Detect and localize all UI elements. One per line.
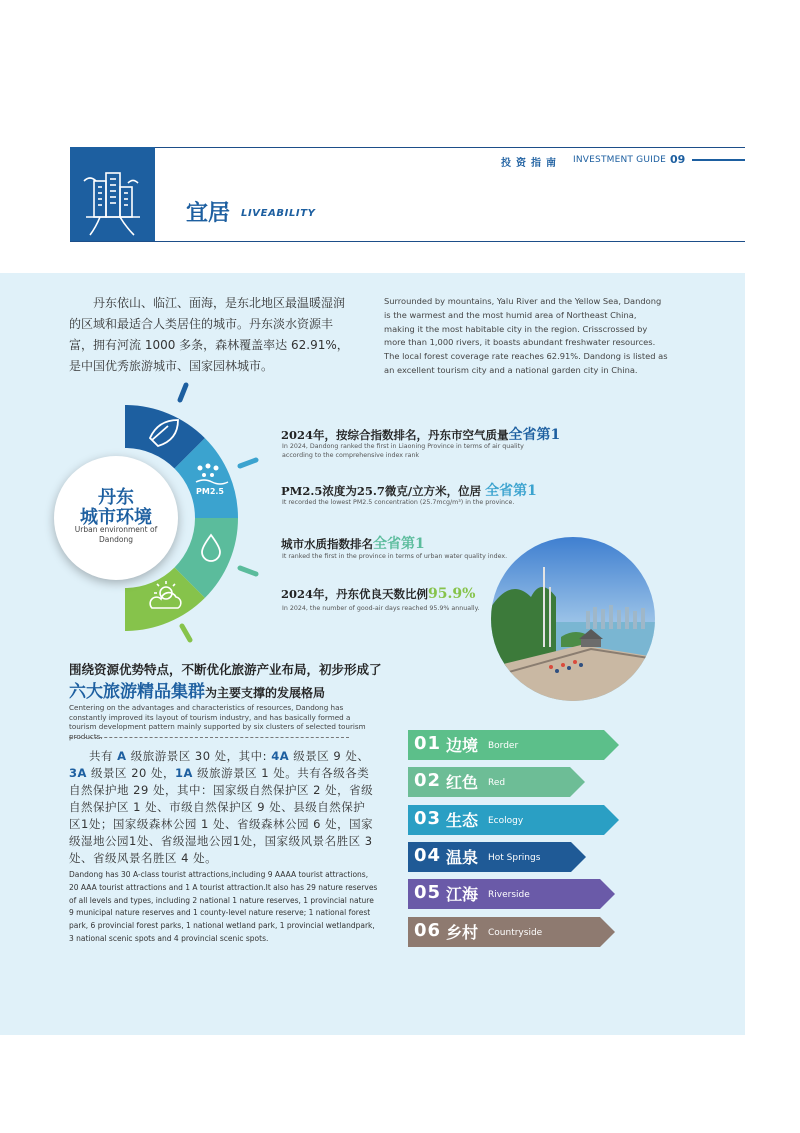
cluster-riverside	[408, 879, 615, 909]
dashed-divider	[69, 737, 349, 738]
cluster-en: Red	[488, 778, 506, 788]
stat-water-quality: 城市水质指数排名全省第1	[281, 536, 425, 552]
stat-air-quality: 2024年，按综合指数排名，丹东市空气质量全省第1	[281, 427, 561, 443]
section-title-cn: 宜居	[186, 200, 231, 226]
stat-pm25: PM2.5浓度为25.7微克/立方米，位居 全省第1	[281, 483, 537, 499]
guide-title-cn: 投资指南	[501, 158, 561, 169]
cluster-num: 05	[414, 882, 442, 903]
cluster-cn: 生态	[446, 811, 479, 830]
attractions-text-en: Dandong has 30 A-class tourist attractions,including 9 AAAA tourist attractions, 20 AAA tourist attractions and 1 A tourist attraction.It also has 29 nature reserves of all levels and types, including 2 national 1 nature reserves, 1 provincial nature 9 municipal nature reserves and 1 county-level nature reserve; 1 national forest park, 6 provincial forest parks, 1 national wetland park, 1 provincial wetlandpark, 3 national scenic spots and 4 provincial scenic spots.	[69, 870, 378, 943]
cluster-num: 04	[414, 845, 442, 866]
cluster-num: 06	[414, 920, 442, 941]
cluster-countryside	[408, 917, 615, 947]
cluster-red	[408, 767, 585, 797]
attractions-text-cn: 共有 A 级旅游景区 30 处，其中: 4A 级景区 9 处、3A 级景区 20 处，1A 级旅游景区 1 处。共有各级各类自然保护地 29 处，其中：国家级自然保护区 2 处，省级自然保护区 1 处、市级自然保护区 9 处、县级自然保护区1处；国家级森林公园 1 处、省级森林公园 6 处，国家级湿地公园1处、省级湿地公园1处，国家级风景名胜区 3 处、省级风景名胜区 4 处。	[69, 749, 374, 865]
tourism-heading-line1: 围绕资源优势特点，不断优化旅游产业布局，初步形成了	[69, 662, 382, 677]
cluster-num: 02	[414, 770, 442, 791]
page-number: 09	[670, 153, 686, 166]
city-buildings-icon	[70, 147, 155, 241]
cluster-cn: 红色	[446, 773, 479, 792]
cluster-border	[408, 730, 619, 760]
guide-title-en: INVESTMENT GUIDE	[573, 155, 667, 165]
environment-title-line2: 城市环境	[80, 507, 152, 528]
cluster-cn: 温泉	[446, 848, 479, 867]
stat-good-air-days: 2024年，丹东优良天数比例95.9%	[281, 586, 476, 602]
cluster-hot-springs	[408, 842, 586, 872]
stat-good-air-days-en: In 2024, the number of good-air days reached 95.9% annually.	[282, 605, 480, 612]
cluster-en: Riverside	[488, 890, 530, 900]
cluster-en: Ecology	[488, 816, 524, 826]
section-title-en: LIVEABILITY	[241, 208, 316, 219]
tourism-heading-en: Centering on the advantages and characteristics of resources, Dandong has constantly improved its layout of tourism industry, and has basically formed a tourism development pattern mainly supported by six clusters of selected tourism products.	[69, 703, 366, 741]
stat-pm25-en: It recorded the lowest PM2.5 concentration (25.7mcg/m³) in the province.	[282, 499, 515, 506]
intro-text-en: Surrounded by mountains, Yalu River and the Yellow Sea, Dandong is the warmest and the most humid area of Northeast China, making it the most habitable city in the region. Crisscrossed by more than 1,000 rivers, it boasts abundant freshwater resources. The local forest coverage rate reaches 62.91%. Dandong is listed as an excellent tourism city and a national garden city in China.	[384, 296, 668, 375]
stat-air-quality-en: In 2024, Dandong ranked the first in Liaoning Province in terms of air quality according to the comprehensive index rank	[282, 443, 524, 459]
riverside-photo	[491, 537, 655, 701]
environment-title-line1: 丹东	[98, 487, 134, 508]
header-top-rule	[155, 147, 745, 148]
intro-text-cn: 丹东依山、临江、面海，是东北地区最温暖湿润的区域和最适合人类居住的城市。丹东淡水资源丰富，拥有河流 1000 多条，森林覆盖率达 62.91%，是中国优秀旅游城市、国家园林城市。	[69, 296, 349, 373]
cluster-en: Countryside	[488, 928, 543, 938]
cluster-num: 01	[414, 733, 442, 754]
header-bottom-rule	[70, 241, 745, 242]
cluster-num: 03	[414, 808, 442, 829]
riverside-photo-art	[491, 537, 655, 701]
stat-water-quality-en: It ranked the first in the province in terms of urban water quality index.	[282, 553, 508, 560]
cluster-ecology	[408, 805, 619, 835]
pm25-label: PM2.5	[196, 487, 224, 496]
cluster-en: Hot Springs	[488, 853, 541, 863]
cluster-cn: 边境	[446, 736, 479, 755]
cluster-cn: 乡村	[446, 923, 479, 942]
environment-title-en: Urban environment of Dandong	[74, 525, 158, 544]
page-number-rule	[692, 159, 745, 161]
cluster-en: Border	[488, 741, 519, 751]
tourism-heading-line2: 六大旅游精品集群为主要支撑的发展格局	[69, 682, 326, 702]
cluster-cn: 江海	[446, 885, 479, 904]
section-icon-box	[70, 147, 155, 241]
